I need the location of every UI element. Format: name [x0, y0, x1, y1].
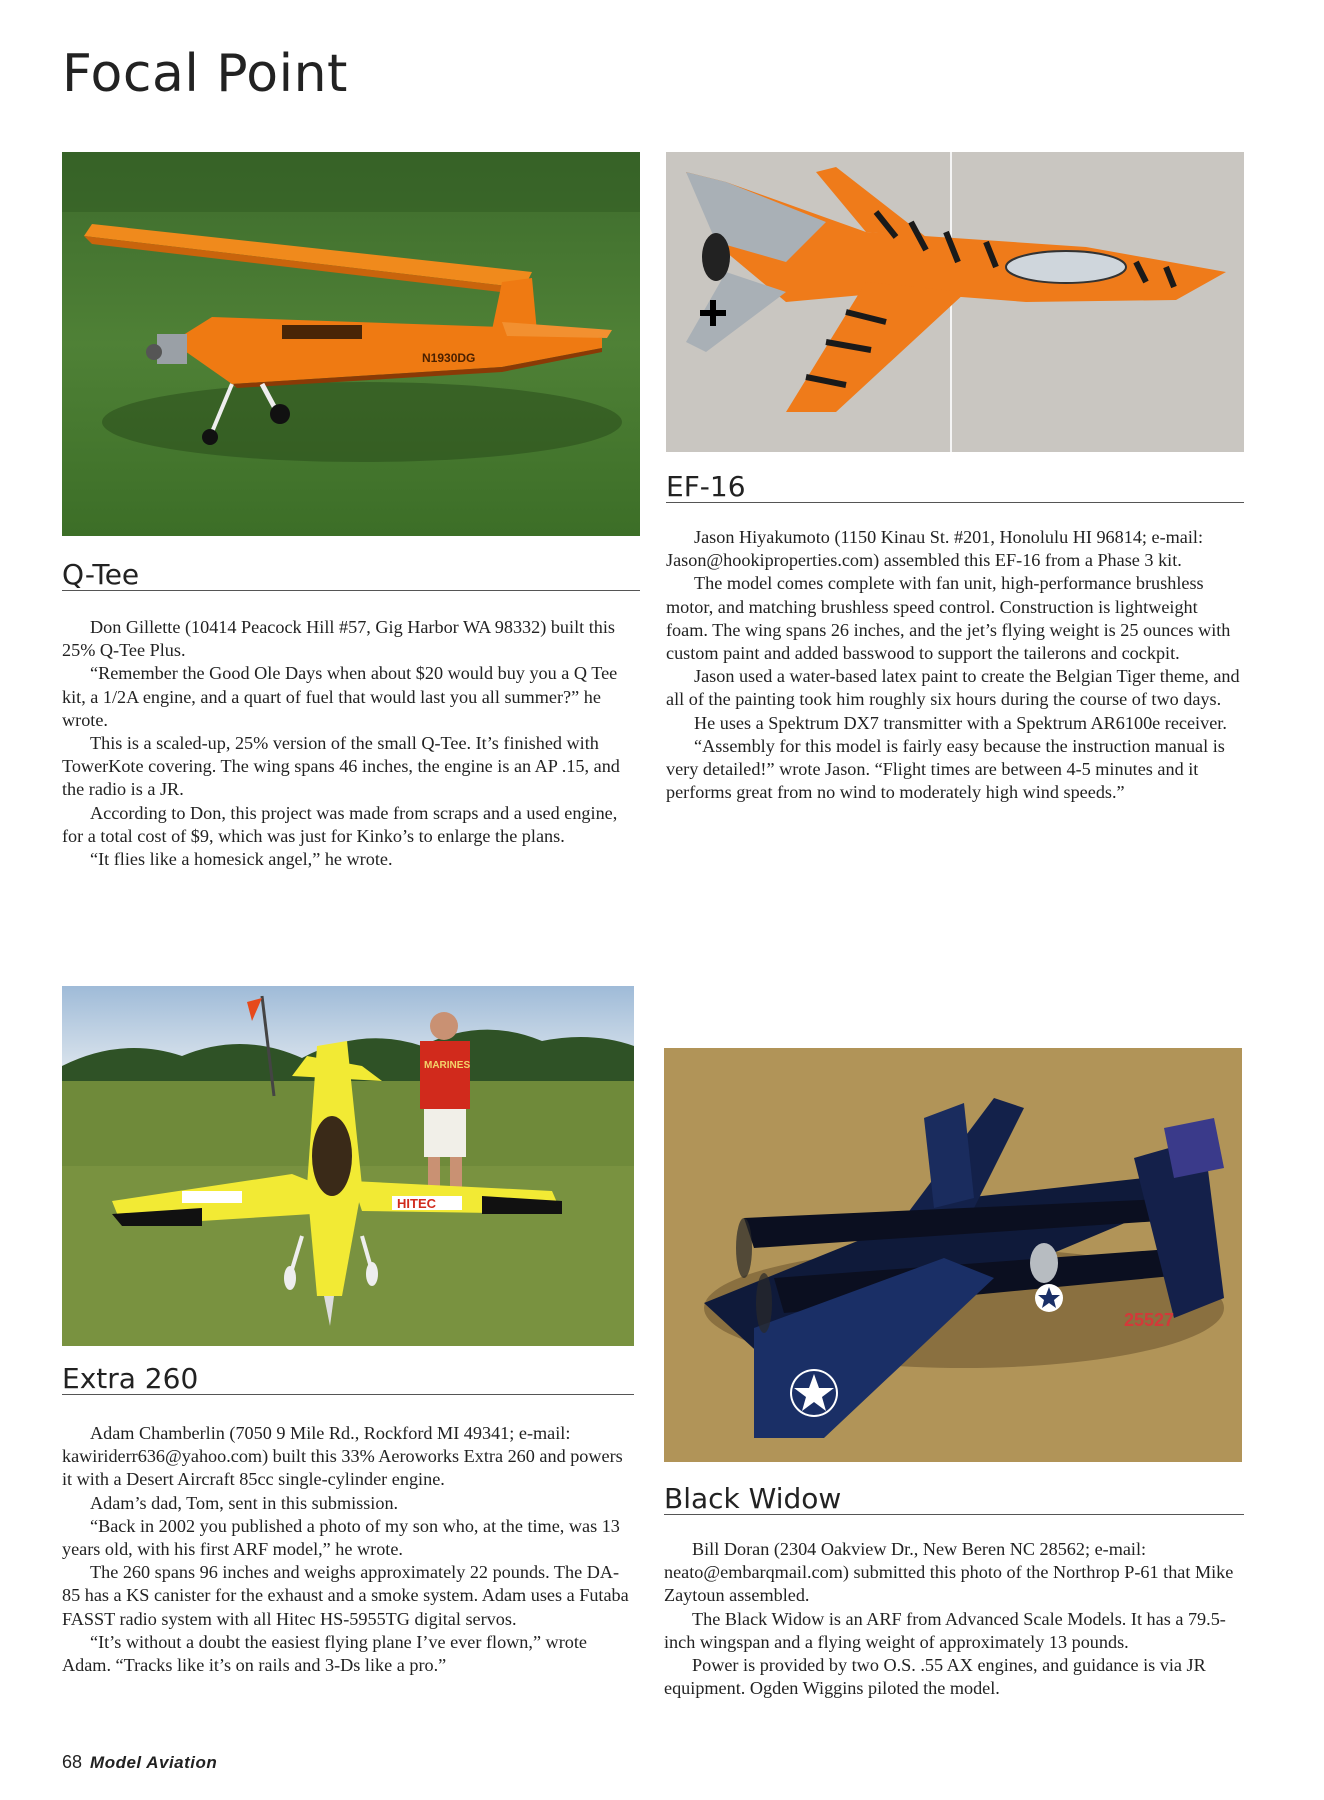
blackwidow-photo: [664, 1048, 1242, 1462]
ef16-paragraph: Jason used a water-based latex paint to create the Belgian Tiger theme, and all of the painting took him roughly six hours during the course of two days.: [666, 666, 1240, 710]
qtee-paragraph: “Remember the Good Ole Days when about $20 would buy you a Q Tee kit, a 1/2A engine, and a quart of fuel that would last you all summer?” he wrote.: [62, 663, 618, 730]
qtee-paragraph: This is a scaled-up, 25% version of the small Q-Tee. It’s finished with TowerKote covering. The wing spans 46 inches, the engine is an AP .15, and the radio is a JR.: [62, 733, 620, 800]
blackwidow-paragraph: Power is provided by two O.S. .55 AX engines, and guidance is via JR equipment. Ogden Wiggins piloted the model.: [664, 1655, 1206, 1699]
qtee-registration: N1930DG: [422, 351, 476, 365]
magazine-name: Model Aviation: [90, 1753, 218, 1772]
ef16-paragraph: He uses a Spektrum DX7 transmitter with a Spektrum AR6100e receiver.: [694, 712, 1227, 733]
qtee-photo: [62, 152, 640, 536]
extra260-paragraph: “Back in 2002 you published a photo of my son who, at the time, was 13 years old, with his first ARF model,” he wrote.: [62, 1515, 620, 1560]
page-title: Focal Point: [62, 44, 348, 104]
blackwidow-body: [664, 1538, 1244, 1700]
page-footer: [62, 1752, 217, 1773]
ef16-paragraph: The model comes complete with fan unit, high-performance brushless motor, and matching brushless speed control. Construction is lightweight foam. The wing spans 26 inches, and the jet’s flying weight is 25 ounces with custom paint and added basswood to support the tailerons and cockpit.: [666, 573, 1231, 664]
extra-shirt-text: MARINES: [424, 1060, 471, 1071]
extra-wing-brand: HITEC: [397, 1196, 436, 1211]
page-number: 68: [62, 1752, 83, 1772]
ef16-body: [666, 526, 1244, 804]
ef16-photo: [666, 152, 1244, 452]
extra260-paragraph: “It’s without a doubt the easiest flying plane I’ve ever flown,” wrote Adam. “Tracks like it’s on rails and 3-Ds like a pro.”: [62, 1631, 587, 1676]
blackwidow-heading: Black Widow: [664, 1484, 1244, 1515]
extra260-heading: Extra 260: [62, 1364, 634, 1395]
qtee-paragraph: Don Gillette (10414 Peacock Hill #57, Gig Harbor WA 98332) built this 25% Q-Tee Plus.: [62, 617, 616, 661]
blackwidow-paragraph: Bill Doran (2304 Oakview Dr., New Beren NC 28562; e-mail: neato@embarqmail.com) submitted this photo of the Northrop P-61 that Mike Zaytoun assembled.: [664, 1539, 1234, 1606]
extra260-photo: [62, 986, 634, 1346]
widow-serial: 25527: [1124, 1310, 1175, 1330]
ef16-paragraph: “Assembly for this model is fairly easy because the instruction manual is very detailed!” wrote Jason. “Flight times are between 4-5 minutes and it performs great from no wind to moderately high wind speeds.”: [666, 735, 1225, 803]
extra260-body: [62, 1422, 634, 1677]
qtee-paragraph: According to Don, this project was made from scraps and a used engine, for a total cost of $9, which was just for Kinko’s to enlarge the plans.: [62, 802, 618, 846]
blackwidow-paragraph: The Black Widow is an ARF from Advanced Scale Models. It has a 79.5-inch wingspan and a flying weight of approximately 13 pounds.: [664, 1608, 1226, 1652]
qtee-heading: Q-Tee: [62, 560, 640, 591]
qtee-paragraph: “It flies like a homesick angel,” he wrote.: [90, 849, 393, 870]
extra260-paragraph: Adam’s dad, Tom, sent in this submission.: [90, 1492, 399, 1513]
qtee-body: [62, 616, 640, 871]
extra260-paragraph: Adam Chamberlin (7050 9 Mile Rd., Rockford MI 49341; e-mail: kawiriderr636@yahoo.com) built this 33% Aeroworks Extra 260 and powers it with a Desert Aircraft 85cc single-cylinder engine.: [62, 1423, 623, 1490]
ef16-heading: EF-16: [666, 472, 1244, 503]
extra260-paragraph: The 260 spans 96 inches and weighs approximately 22 pounds. The DA-85 has a KS canister for the exhaust and a smoke system. Adam uses a Futaba FASST radio system with all Hitec HS-5955TG digital servos.: [62, 1562, 629, 1629]
ef16-paragraph: Jason Hiyakumoto (1150 Kinau St. #201, Honolulu HI 96814; e-mail: Jason@hookiproperties.com) assembled this EF-16 from a Phase 3 kit.: [666, 527, 1204, 571]
